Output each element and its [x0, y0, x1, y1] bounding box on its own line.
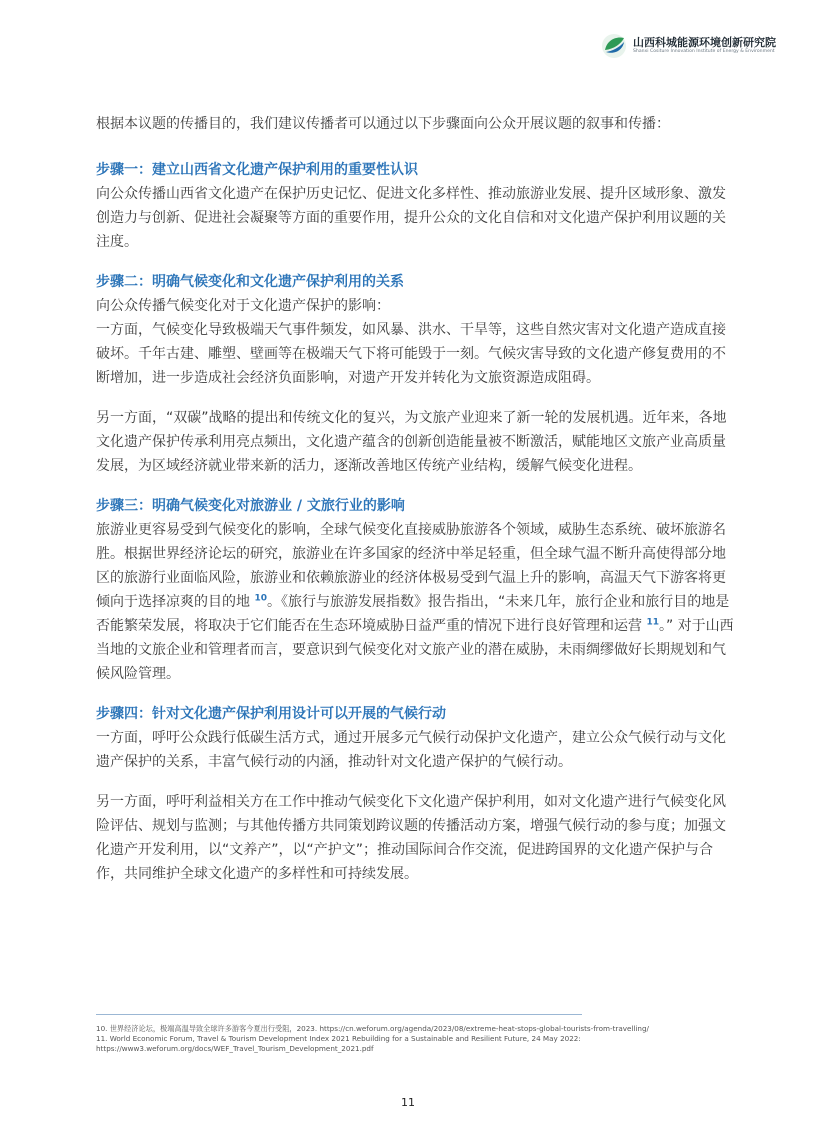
intro-paragraph: 根据本议题的传播目的，我们建议传播者可以通过以下步骤面向公众开展议题的叙事和传播： — [96, 116, 670, 132]
step-four-paragraph-2: 另一方面，呼吁利益相关方在工作中推动气候变化下文化遗产保护利用，如对文化遗产进行气候变化风险评估、规划与监测；与其他传播方共同策划跨议题的传播活动方案，增强气候行动的参与度；加强文化遗产开发利用，以“文养产”，以“产护文”；推动国际间合作交流，促进跨国界的文化遗产保护与合作，共同维护全球文化遗产的多样性和可持续发展。 — [96, 794, 726, 882]
org-name-en: Shanxi Cositure Innovation Institute of Energy & Environment — [633, 49, 775, 54]
org-logo — [600, 32, 800, 60]
footnote-10[interactable]: 10. 世界经济论坛，极端高温导致全球许多游客今夏出行受阻，2023. https://cn.weforum.org/agenda/2023/08/extreme-heat-stops-global-tourists-from-travelling/ — [96, 1024, 649, 1033]
footnote-11-url[interactable]: https://www3.weforum.org/docs/WEF_Travel_Tourism_Development_2021.pdf — [96, 1044, 374, 1053]
org-name-cn: 山西科城能源环境创新研究院 — [633, 36, 776, 49]
step-two-paragraph-1: 一方面，气候变化导致极端天气事件频发，如风暴、洪水、干旱等，这些自然灾害对文化遗产造成直接破坏。千年古建、雕塑、壁画等在极端天气下将可能毁于一刻。气候灾害导致的文化遗产修复费用的不断增加，进一步造成社会经济负面影响，对遗产开发并转化为文旅资源造成阻碍。 — [96, 322, 726, 386]
main-content — [96, 112, 736, 886]
footnote-ref-11[interactable]: 11 — [646, 617, 659, 628]
step-three-text-a: 旅游业更容易受到气候变化的影响，全球气候变化直接威胁旅游各个领域，威胁生态系统、破坏旅游名胜。根据世界经济论坛的研究，旅游业在许多国家的经济中举足轻重，但全球气温不断升高使得部分地区的旅游行业面临风险，旅游业和依赖旅游业的经济体极易受到气温上升的影响，高温天气下游客将更倾向于选择凉爽的目的地 — [96, 522, 726, 610]
step-three-text-b: 。《旅行与旅游发展指数》报告指出，“未来几年，旅行企业和旅行目的地是否能繁荣发展，将取决于它们能否在生态环境威胁日益严重的情况下进行良好管理和运营 — [96, 594, 730, 634]
footnote-ref-10[interactable]: 10 — [254, 593, 267, 604]
step-four-paragraph-1: 一方面，呼吁公众践行低碳生活方式，通过开展多元气候行动保护文化遗产，建立公众气候行动与文化遗产保护的关系，丰富气候行动的内涵，推动针对文化遗产保护的气候行动。 — [96, 730, 726, 770]
page-number: 11 — [401, 1096, 415, 1109]
step-two-lead: 向公众传播气候变化对于文化遗产保护的影响： — [96, 298, 390, 314]
step-three-heading: 步骤三：明确气候变化对旅游业 / 文旅行业的影响 — [96, 498, 405, 514]
step-four-heading: 步骤四：针对文化遗产保护利用设计可以开展的气候行动 — [96, 706, 446, 722]
step-three-paragraph — [96, 518, 736, 686]
step-two-paragraph-2: 另一方面，“双碳”战略的提出和传统文化的复兴，为文旅产业迎来了新一轮的发展机遇。近年来，各地文化遗产保护传承利用亮点频出，文化遗产蕴含的创新创造能量被不断激活，赋能地区文旅产业高质量发展，为区域经济就业带来新的活力，逐渐改善地区传统产业结构，缓解气候变化进程。 — [96, 410, 727, 474]
step-one-paragraph: 向公众传播山西省文化遗产在保护历史记忆、促进文化多样性、推动旅游业发展、提升区域形象、激发创造力与创新、促进社会凝聚等方面的重要作用，提升公众的文化自信和对文化遗产保护利用议题的关注度。 — [96, 186, 726, 250]
leaf-globe-icon — [600, 32, 628, 60]
step-two-heading: 步骤二：明确气候变化和文化遗产保护利用的关系 — [96, 274, 404, 290]
footnote-divider — [96, 1014, 582, 1015]
step-one-heading: 步骤一：建立山西省文化遗产保护利用的重要性认识 — [96, 162, 418, 178]
footnotes — [96, 1024, 776, 1054]
step-three-text-c: 。” 对于山西当地的文旅企业和管理者而言，要意识到气候变化对文旅产业的潜在威胁，未雨绸缪做好长期规划和气候风险管理。 — [96, 618, 734, 682]
footnote-11: 11. World Economic Forum, Travel & Tourism Development Index 2021 Rebuilding for a Sustainable and Resilient Future, 24 May 2022: — [96, 1034, 581, 1043]
